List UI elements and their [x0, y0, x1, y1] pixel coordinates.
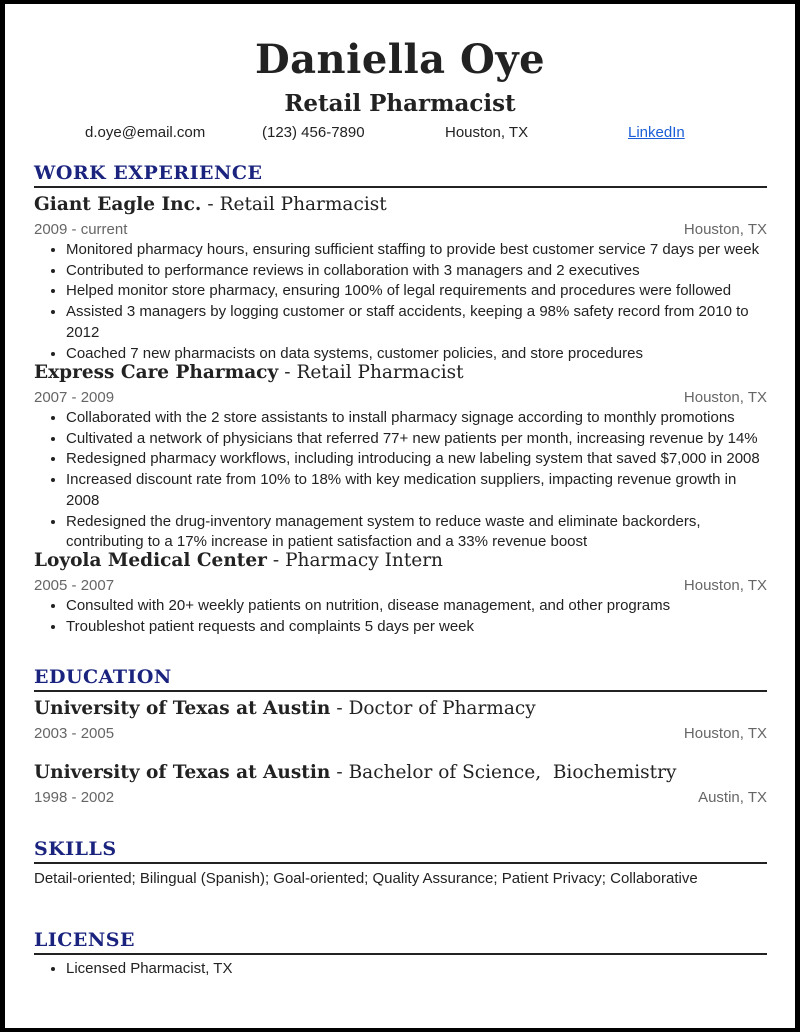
education-location: Houston, TX — [683, 725, 767, 742]
job-location: Houston, TX — [683, 221, 767, 238]
job-role: Retail Pharmacist — [219, 194, 387, 215]
list-item: • Increased discount rate from 10% to 18% with key medication suppliers, impacting revenue growth in 2008 — [66, 470, 766, 511]
education-school: University of Texas at Austin — [34, 698, 331, 719]
section-divider — [34, 690, 767, 692]
list-item: • Redesigned the drug-inventory management system to reduce waste and eliminate backorders, contributing to a 17% increase in patient satisfaction and a 33% revenue boost — [66, 512, 766, 553]
job-employer: Loyola Medical Center — [34, 550, 267, 571]
list-item: • Redesigned pharmacy workflows, including introducing a new labeling system that saved $7,000 in 2008 — [66, 449, 766, 470]
education-separator: - — [336, 698, 343, 719]
list-item: • Monitored pharmacy hours, ensuring sufficient staffing to provide best customer service 7 days per week — [66, 240, 766, 261]
job-dates: 2007 - 2009 — [34, 389, 115, 406]
job-location: Houston, TX — [683, 577, 767, 594]
list-item: • Coached 7 new pharmacists on data systems, customer policies, and store procedures — [66, 344, 766, 365]
section-heading-license: LICENSE — [34, 929, 135, 951]
section-heading-skills: SKILLS — [34, 838, 117, 860]
job-role: Retail Pharmacist — [296, 362, 464, 383]
job-location: Houston, TX — [683, 389, 767, 406]
job-separator: - — [284, 362, 291, 383]
job-dates: 2009 - current — [34, 221, 128, 238]
list-item: • Helped monitor store pharmacy, ensuring 100% of legal requirements and procedures were followed — [66, 281, 766, 302]
list-item: • Assisted 3 managers by logging customer or staff accidents, keeping a 98% safety record from 2010 to 2012 — [66, 302, 766, 343]
section-divider — [34, 862, 767, 864]
contact-phone: (123) 456-7890 — [262, 124, 365, 141]
license-list — [34, 959, 766, 980]
education-degree: Doctor of Pharmacy — [348, 698, 536, 719]
section-divider — [34, 186, 767, 188]
education-degree: Bachelor of Science, Biochemistry — [348, 762, 677, 783]
list-item: • Troubleshot patient requests and complaints 5 days per week — [66, 617, 766, 638]
candidate-title: Retail Pharmacist — [284, 90, 516, 117]
job-bullets — [34, 408, 766, 553]
job-employer: Giant Eagle Inc. — [34, 194, 202, 215]
section-heading-education: EDUCATION — [34, 666, 172, 688]
candidate-name: Daniella Oye — [254, 36, 546, 83]
education-dates: 2003 - 2005 — [34, 725, 115, 742]
education-dates: 1998 - 2002 — [34, 789, 115, 806]
list-item: • Consulted with 20+ weekly patients on nutrition, disease management, and other programs — [66, 596, 766, 617]
job-dates: 2005 - 2007 — [34, 577, 115, 594]
contact-email: d.oye@email.com — [85, 124, 206, 141]
education-location: Austin, TX — [698, 789, 767, 806]
education-separator: - — [336, 762, 343, 783]
job-role: Pharmacy Intern — [285, 550, 443, 571]
education-heading — [34, 698, 536, 719]
education-heading — [34, 762, 676, 783]
list-item: • Licensed Pharmacist, TX — [66, 959, 766, 980]
resume-page — [5, 4, 795, 1028]
job-heading — [34, 362, 464, 383]
job-bullets — [34, 596, 766, 637]
contact-location: Houston, TX — [445, 124, 529, 141]
education-school: University of Texas at Austin — [34, 762, 331, 783]
linkedin-link[interactable]: LinkedIn — [628, 124, 685, 141]
job-heading — [34, 194, 387, 215]
job-separator: - — [207, 194, 214, 215]
skills-list: Detail-oriented; Bilingual (Spanish); Goal-oriented; Quality Assurance; Patient Privacy; Collaborative — [34, 870, 698, 887]
list-item: • Contributed to performance reviews in collaboration with 3 managers and 2 executives — [66, 261, 766, 282]
list-item: • Cultivated a network of physicians that referred 77+ new patients per month, increasing revenue by 14% — [66, 429, 766, 450]
job-bullets — [34, 240, 766, 364]
job-employer: Express Care Pharmacy — [34, 362, 279, 383]
job-separator: - — [272, 550, 280, 571]
section-heading-work: WORK EXPERIENCE — [34, 162, 263, 184]
list-item: • Collaborated with the 2 store assistants to install pharmacy signage according to monthly promotions — [66, 408, 766, 429]
section-divider — [34, 953, 767, 955]
job-heading — [34, 550, 443, 571]
